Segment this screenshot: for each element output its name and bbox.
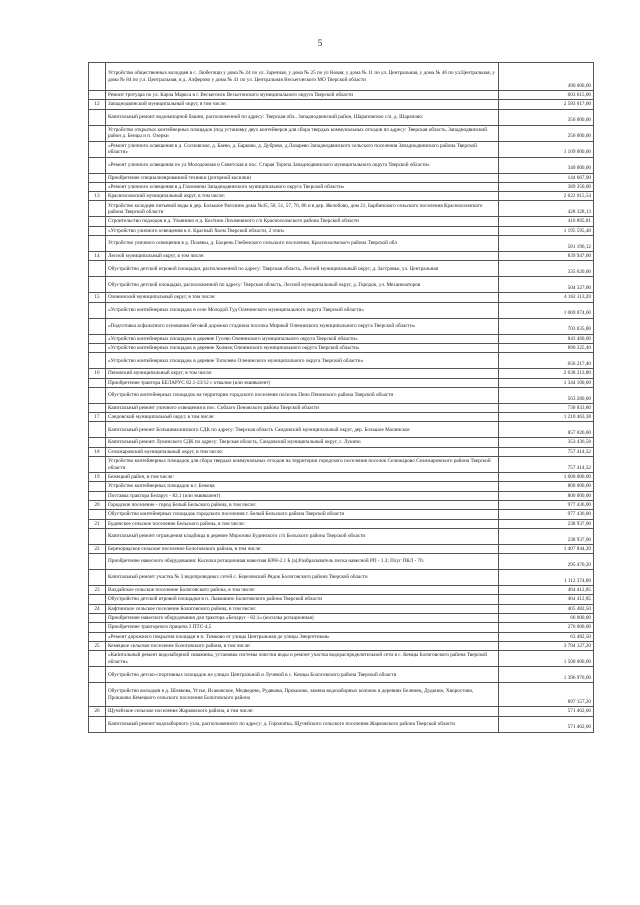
- row-number: 21: [89, 519, 106, 528]
- row-amount: 66 000,00: [499, 614, 594, 623]
- row-description: Устройство контейнерных площадок для сбора твердых коммунальных отходов на территории городского поселения поселок Селижарово Селижаровского района Тверской области: [106, 457, 499, 473]
- row-amount: 800 000,00: [499, 491, 594, 500]
- row-number: 24: [89, 604, 106, 613]
- table-row: [89, 378, 594, 387]
- row-amount: 1 195 595,48: [499, 226, 594, 235]
- page-number: 5: [317, 38, 323, 48]
- row-number: [89, 343, 106, 352]
- row-number: [89, 173, 106, 182]
- row-amount: 4 162 113,20: [499, 293, 594, 302]
- row-description: Устройство контейнерных площадок в г. Бежецк: [106, 482, 499, 491]
- row-number: [89, 651, 106, 667]
- row-description: Приобретение трактора БЕЛАРУС 82.1-23/12 с отвалом (или эквивалент): [106, 378, 499, 387]
- row-amount: 295 470,20: [499, 554, 594, 570]
- row-amount: 416 895,81: [499, 217, 594, 226]
- row-description: Обустройство детской площадки, расположенной по адресу: Тверская область, Лесной муниципальный округ, д. Городок, ул. Механизаторов: [106, 277, 499, 293]
- row-description: Приобретение специализированной техники (роторной косилки): [106, 173, 499, 182]
- row-description: Кафтинское сельское поселение Бологовского района, в том числе:: [106, 604, 499, 613]
- row-description: «Устройство уличного освещения в п. Красный Холм Тверской области, 2 этап»: [106, 226, 499, 235]
- row-amount: 839 947,00: [499, 252, 594, 261]
- row-description: Капитальный ремонт уличного освещения в пос. Соблаго Пеновского района Тверской области: [106, 403, 499, 412]
- row-description: Приобретение тракторного прицепа 2 ПТС-4,5: [106, 623, 499, 632]
- table-row: [89, 716, 594, 732]
- table-row: [89, 182, 594, 191]
- row-description: Березорядское сельское поселение Бологовского района, в том числе:: [106, 544, 499, 553]
- table-row: [89, 100, 594, 109]
- row-amount: 800 000,00: [499, 482, 594, 491]
- row-description: «Устройство контейнерных площадок в деревне Холмец Оленинского муниципального округа Тверской области»: [106, 343, 499, 352]
- row-amount: 1 600 000,00: [499, 473, 594, 482]
- row-description: Обустройство контейнерных площадок городского поселения г. Белый Бельского района Тверской области: [106, 510, 499, 519]
- row-number: [89, 277, 106, 293]
- table-row: [89, 510, 594, 519]
- row-number: [89, 91, 106, 100]
- row-amount: 703 035,80: [499, 318, 594, 334]
- row-amount: 389 350,00: [499, 182, 594, 191]
- row-amount: 857 026,80: [499, 422, 594, 438]
- row-amount: 1 396 970,00: [499, 667, 594, 683]
- row-amount: 2 622 015,54: [499, 192, 594, 201]
- row-number: [89, 667, 106, 683]
- row-amount: 1 210 463,38: [499, 413, 594, 422]
- row-description: Селижаровский муниципальный округ, в том числе:: [106, 447, 499, 456]
- row-description: «Ремонт уличного освещения по ул Молодежная и Советская в пос. Старая Торопа Западнодвинского муниципального округа Тверской области»: [106, 157, 499, 173]
- row-amount: 504 327,00: [499, 277, 594, 293]
- row-number: [89, 387, 106, 403]
- row-number: 26: [89, 707, 106, 716]
- row-number: [89, 378, 106, 387]
- table-row: [89, 302, 594, 318]
- table-row: [89, 109, 594, 125]
- table-row: [89, 413, 594, 422]
- table-row: [89, 570, 594, 586]
- row-number: [89, 438, 106, 447]
- row-number: 17: [89, 413, 106, 422]
- row-description: Приобретение навесного оборудования для трактора «Беларус - 82.1» (косилка ротационная): [106, 614, 499, 623]
- table-body: [89, 63, 594, 733]
- table-row: [89, 586, 594, 595]
- row-amount: 3 794 127,20: [499, 641, 594, 650]
- row-amount: 2 583 017,00: [499, 100, 594, 109]
- row-description: «Устройство контейнерных площадок в деревне Гусево Оленинского муниципального округа Тверской области»: [106, 334, 499, 343]
- row-number: 15: [89, 293, 106, 302]
- row-number: 25: [89, 641, 106, 650]
- row-number: [89, 403, 106, 412]
- table-row: [89, 707, 594, 716]
- row-number: [89, 157, 106, 173]
- table-row: [89, 473, 594, 482]
- row-number: [89, 457, 106, 473]
- table-row: [89, 334, 594, 343]
- row-amount: 656 217,40: [499, 353, 594, 369]
- row-description: Западнодвинский муниципальный округ, в том числе:: [106, 100, 499, 109]
- row-description: Обустройство детской игровой площадки в п. Лыкошино Бологовского района Тверской области: [106, 595, 499, 604]
- row-amount: 571 462,60: [499, 707, 594, 716]
- row-number: [89, 141, 106, 157]
- row-number: [89, 63, 106, 91]
- table-row: [89, 217, 594, 226]
- row-description: Ремонт тротуара по ул. Карла Маркса в г. Весьегонск Весьегонского муниципального округа Тверской области: [106, 91, 499, 100]
- row-number: [89, 109, 106, 125]
- row-amount: 571 462,60: [499, 716, 594, 732]
- row-amount: 890 325,40: [499, 343, 594, 352]
- table-row: [89, 519, 594, 528]
- table-row: [89, 632, 594, 641]
- row-amount: 350 000,00: [499, 109, 594, 125]
- row-amount: 730 833,80: [499, 403, 594, 412]
- row-amount: 603 615,00: [499, 91, 594, 100]
- table-row: [89, 651, 594, 667]
- row-number: 19: [89, 473, 106, 482]
- row-number: 20: [89, 500, 106, 509]
- row-description: «Устройство контейнерных площадок в селе Молодой Туд Оленинского муниципального округа Тверской области»: [106, 302, 499, 318]
- row-amount: 490 000,00: [499, 63, 594, 91]
- row-amount: 335 620,00: [499, 261, 594, 277]
- row-number: [89, 201, 106, 217]
- row-description: Оленинский муниципальный округ, в том числе:: [106, 293, 499, 302]
- table-row: [89, 63, 594, 91]
- row-amount: 238 937,00: [499, 528, 594, 544]
- row-description: Устройство открытых контейнерных площадок (под установку двух контейнеров для сбора твердых коммунальных отходов по адресу: Тверская область, Западнодвинский район д. Бенцы и п. Озерки: [106, 125, 499, 141]
- row-description: Городское поселение - город Белый Бельского района, в том числе:: [106, 500, 499, 509]
- row-description: Капитальный ремонт Лукинского СДК по адресу: Тверская область, Сандовский муниципальный округ, с. Лукино: [106, 438, 499, 447]
- row-description: Кемецкое сельское поселение Бологовского района, в том числе:: [106, 641, 499, 650]
- table-row: [89, 623, 594, 632]
- row-amount: 757 414,32: [499, 457, 594, 473]
- row-description: Капитальный ремонт водонапорной башни, расположенной по адресу: Тверская обл., Западнодвинский район, Шараповское с/п, д. Шарапово:: [106, 109, 499, 125]
- row-description: Устройство колодцев питьевой воды в дер. Большое Рагозино дома №45, 50, 51, 57, 76, 86 и в дер. Желобово, дом 21, Барбинского сельского поселения Краснохолмского района Тверской области: [106, 201, 499, 217]
- table-row: [89, 343, 594, 352]
- row-number: [89, 683, 106, 707]
- row-description: Обустройство детской игровой площадки, расположенной по адресу: Тверская область, Лесной муниципальный округ, д. Застровье, ул. Центральная: [106, 261, 499, 277]
- table-row: [89, 173, 594, 182]
- table-row: [89, 447, 594, 456]
- row-amount: 276 000,00: [499, 623, 594, 632]
- row-number: 18: [89, 447, 106, 456]
- table-row: [89, 141, 594, 157]
- table-row: [89, 491, 594, 500]
- row-amount: 1 500 000,00: [499, 651, 594, 667]
- table-row: [89, 387, 594, 403]
- row-description: «Подготовка асфальтного основания беговой дорожки стадиона поселка Мирный Оленинского муниципального округа Тверской области»: [106, 318, 499, 334]
- row-number: [89, 491, 106, 500]
- row-amount: 250 000,00: [499, 125, 594, 141]
- row-description: Устройство общественных колодцев в с. Любегощи у дома № 24 по ул. Заречная, у дома № 25 по ул Новая, у дома № 11 по ул. Центральная, у дома № 46 по ул.Центральная, у дома № 84 по у.л. Центральная, в д. Алферово у дома № 41 по ул. Центральная Весьегонского МО Тверской области: [106, 63, 499, 91]
- row-amount: 977 436,00: [499, 500, 594, 509]
- row-number: [89, 334, 106, 343]
- row-amount: 464 412,85: [499, 595, 594, 604]
- row-number: [89, 125, 106, 141]
- table-row: [89, 528, 594, 544]
- row-number: [89, 632, 106, 641]
- row-number: [89, 614, 106, 623]
- row-number: [89, 182, 106, 191]
- row-description: Капитальный ремонт Большемалинского СДК по адресу: Тверская область Сандовский муниципальный округ, дер. Большое Малинское: [106, 422, 499, 438]
- row-amount: 1 344 100,00: [499, 378, 594, 387]
- row-description: Бежецкий район, в том числе:: [106, 473, 499, 482]
- table-row: [89, 318, 594, 334]
- row-description: Валдайское сельское поселение Бологовского района, в том числе:: [106, 586, 499, 595]
- row-description: Устройство уличного освещения в д. Поляны, д. Бахрень Глебенского сельского поселения, Краснохолмского района Тверской обл: [106, 236, 499, 252]
- row-amount: 1 407 844,20: [499, 544, 594, 553]
- table-row: [89, 157, 594, 173]
- table-row: [89, 604, 594, 613]
- row-number: 23: [89, 586, 106, 595]
- row-description: Краснохолмский муниципальный округ, в том числе:: [106, 192, 499, 201]
- row-description: Щучейское сельское поселение Жарковского района, в том числе:: [106, 707, 499, 716]
- row-description: «Капитальный ремонт водозаборной скважины, установка системы очистки воды и ремонт участка водораспределительной сети в с. Кемцы Бологовского района Тверской области»: [106, 651, 499, 667]
- row-number: [89, 236, 106, 252]
- table-row: [89, 403, 594, 412]
- row-amount: 843 460,00: [499, 334, 594, 343]
- row-number: 22: [89, 544, 106, 553]
- row-amount: 757 414,32: [499, 447, 594, 456]
- row-amount: 340 000,00: [499, 157, 594, 173]
- row-number: [89, 226, 106, 235]
- row-description: Обустройство колодцев в д. Шлякова, Устье, Исаковское, Медведево, Рудякова, Прокшово, замена водозаборных колонок в деревнях Белемец, Дудкино, Хворостово, Прокшово Кемецкого сельского поселения Бологовского района: [106, 683, 499, 707]
- table-row: [89, 595, 594, 604]
- table-row: [89, 500, 594, 509]
- row-description: Обустройство контейнерных площадок на территории городского поселения поселок Пено Пеновского района Тверской области: [106, 387, 499, 403]
- row-amount: 144 667,00: [499, 173, 594, 182]
- table-row: [89, 261, 594, 277]
- table-row: [89, 252, 594, 261]
- row-description: Капитальный ремонт водозаборного узла, расположенного по адресу: д. Горожатка, Щучейского сельского поселения Жарковского района Тверской области: [106, 716, 499, 732]
- row-number: [89, 570, 106, 586]
- row-number: [89, 261, 106, 277]
- row-amount: 1 112 374,00: [499, 570, 594, 586]
- row-amount: 897 157,20: [499, 683, 594, 707]
- table-row: [89, 457, 594, 473]
- row-number: [89, 422, 106, 438]
- table-row: [89, 641, 594, 650]
- row-number: [89, 482, 106, 491]
- row-description: Лесной муниципальный округ, в том числе:: [106, 252, 499, 261]
- row-description: «Ремонт уличного освещения в д. Сосновское, д. Баево, д. Барково, д. Дуброво, д.Лазарево Западнодвинского сельского поселения Западнодвинского района Тверской области»: [106, 141, 499, 157]
- row-amount: 405 482,50: [499, 604, 594, 613]
- table-row: [89, 614, 594, 623]
- table-row: [89, 369, 594, 378]
- row-description: Поставка трактора Беларус - 82.1 (или эквивалент): [106, 491, 499, 500]
- row-description: Будинское сельское поселение Бельского района, в том числе:: [106, 519, 499, 528]
- table-row: [89, 236, 594, 252]
- row-number: [89, 318, 106, 334]
- table-row: [89, 554, 594, 570]
- row-number: 16: [89, 369, 106, 378]
- row-description: Сандовский муниципальный округ, в том числе:: [106, 413, 499, 422]
- row-amount: 353 436,58: [499, 438, 594, 447]
- row-number: [89, 528, 106, 544]
- row-number: [89, 217, 106, 226]
- row-number: 12: [89, 100, 106, 109]
- table-row: [89, 438, 594, 447]
- row-number: [89, 623, 106, 632]
- row-description: Капитальный ремонт участка № 3 водопроводных сетей с. Березовский Рядок Бологовского района Тверской области: [106, 570, 499, 586]
- row-description: «Ремонт уличного освещения в д.Глазомичи Западнодвинского муниципального округа Тверской области»: [106, 182, 499, 191]
- table-row: [89, 353, 594, 369]
- row-number: [89, 554, 106, 570]
- row-amount: 977 436,00: [499, 510, 594, 519]
- table-row: [89, 422, 594, 438]
- table-row: [89, 277, 594, 293]
- row-amount: 563 280,00: [499, 387, 594, 403]
- row-description: «Ремонт дорожного покрытия площади в п. Тимково от улицы Центральная до улицы Энергетиков»: [106, 632, 499, 641]
- row-amount: 238 937,00: [499, 519, 594, 528]
- funding-table: [88, 62, 594, 733]
- table-row: [89, 91, 594, 100]
- table-row: [89, 293, 594, 302]
- row-description: Приобретение навесного оборудования: Косилка ротационная навесная КРН-2.1 Б (а);Разбрасыватель песка навесной РП - 1.3; Плуг ПКЛ - 70.: [106, 554, 499, 570]
- row-amount: 1 069 074,60: [499, 302, 594, 318]
- row-description: Обустройство детско-спортивных площадок на улицах Центральной и Лучевой в с. Кемцы Бологовского района Тверской области: [106, 667, 499, 683]
- table-row: [89, 667, 594, 683]
- table-row: [89, 482, 594, 491]
- row-number: [89, 302, 106, 318]
- row-number: [89, 353, 106, 369]
- table-row: [89, 192, 594, 201]
- row-amount: 428 328,13: [499, 201, 594, 217]
- row-description: Пеновский муниципальный округ, в том числе:: [106, 369, 499, 378]
- row-amount: 1 109 000,00: [499, 141, 594, 157]
- row-amount: 63 482,50: [499, 632, 594, 641]
- row-number: 13: [89, 192, 106, 201]
- table-row: [89, 201, 594, 217]
- row-amount: 2 638 213,80: [499, 369, 594, 378]
- row-description: Капитальный ремонт ограждения кладбища в деревне Морозово Будинского с/п Бельского района Тверской области: [106, 528, 499, 544]
- row-amount: 581 196,12: [499, 236, 594, 252]
- row-number: [89, 595, 106, 604]
- table-row: [89, 544, 594, 553]
- table-row: [89, 125, 594, 141]
- row-number: 14: [89, 252, 106, 261]
- table-row: [89, 683, 594, 707]
- row-description: «Устройство контейнерных площадок в деревне Тополево Оленинского муниципального округа Тверской области»: [106, 353, 499, 369]
- table-row: [89, 226, 594, 235]
- row-description: Строительство подходов в д. Ульянино и д. Костино Лихачевского с/п Краснохолмского района Тверской области: [106, 217, 499, 226]
- row-number: [89, 716, 106, 732]
- row-amount: 464 412,85: [499, 586, 594, 595]
- row-number: [89, 510, 106, 519]
